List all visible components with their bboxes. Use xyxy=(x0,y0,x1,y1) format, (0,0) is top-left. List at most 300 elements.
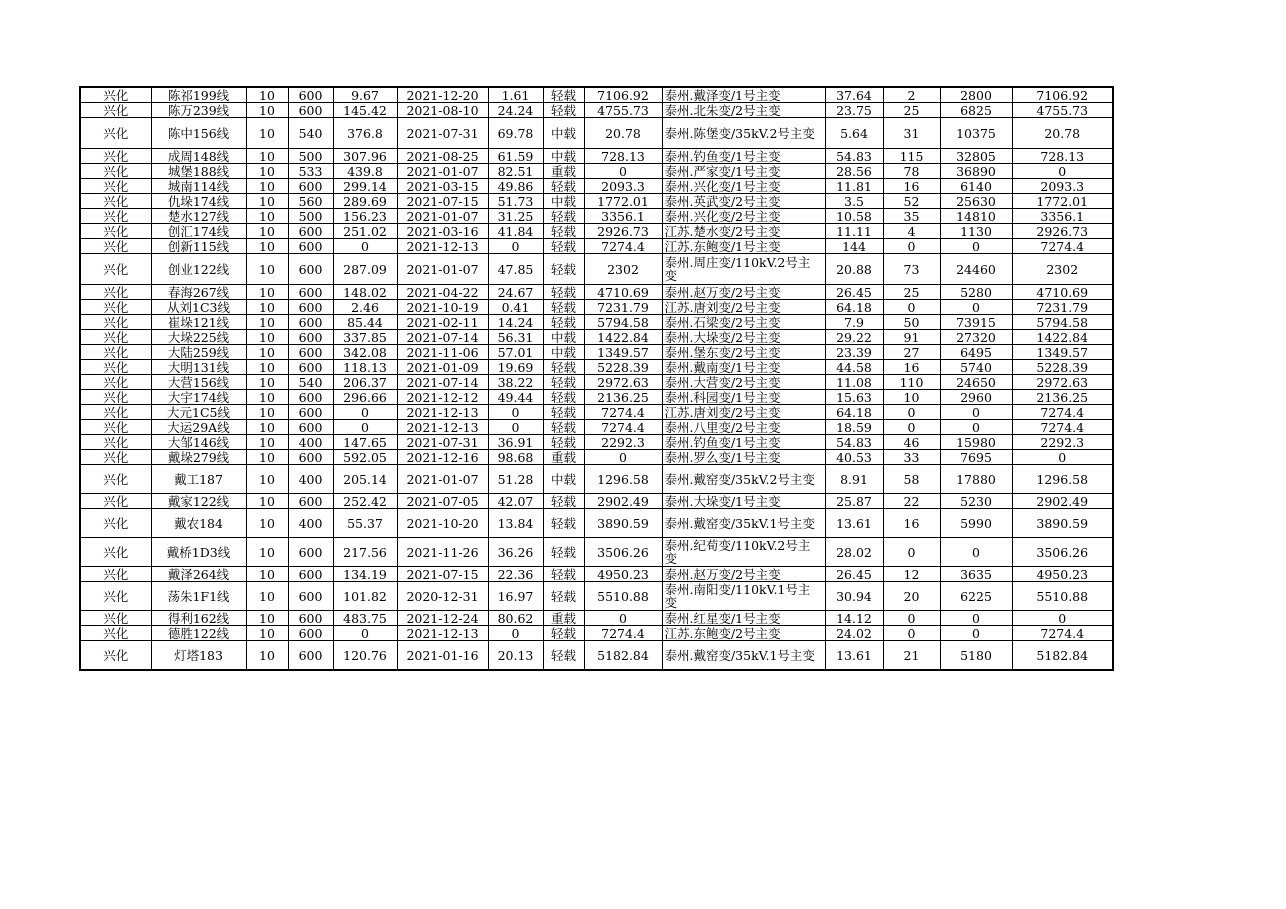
cell-source-transformer: 泰州.科园变/1号主变 xyxy=(662,390,825,405)
cell-region: 兴化 xyxy=(80,420,151,435)
cell-user-capacity: 5280 xyxy=(940,285,1012,300)
cell-date: 2021-08-10 xyxy=(397,103,488,118)
cell-rated-current: 600 xyxy=(288,582,333,611)
cell-available-capacity: 728.13 xyxy=(584,149,662,164)
cell-load-status: 中载 xyxy=(543,465,584,494)
cell-remaining-capacity: 2972.63 xyxy=(1012,375,1113,390)
cell-line-name: 大元1C5线 xyxy=(151,405,246,420)
cell-user-count: 25 xyxy=(883,285,940,300)
cell-rated-current: 600 xyxy=(288,224,333,239)
cell-user-capacity: 0 xyxy=(940,405,1012,420)
cell-remaining-capacity: 5182.84 xyxy=(1012,641,1113,671)
cell-voltage: 10 xyxy=(246,149,288,164)
cell-user-capacity: 0 xyxy=(940,538,1012,567)
cell-date: 2021-07-31 xyxy=(397,435,488,450)
cell-load-status: 轻载 xyxy=(543,179,584,194)
cell-transformer-load: 28.56 xyxy=(825,164,883,179)
cell-available-capacity: 2093.3 xyxy=(584,179,662,194)
cell-user-capacity: 10375 xyxy=(940,118,1012,149)
cell-voltage: 10 xyxy=(246,254,288,285)
cell-line-name: 戴家122线 xyxy=(151,494,246,509)
cell-line-name: 大明131线 xyxy=(151,360,246,375)
cell-user-count: 115 xyxy=(883,149,940,164)
cell-region: 兴化 xyxy=(80,465,151,494)
cell-load-status: 轻载 xyxy=(543,300,584,315)
cell-load-rate: 42.07 xyxy=(488,494,543,509)
cell-source-transformer: 泰州.钓鱼变/1号主变 xyxy=(662,435,825,450)
cell-date: 2021-02-11 xyxy=(397,315,488,330)
table-row xyxy=(80,494,1113,509)
cell-line-name: 陈中156线 xyxy=(151,118,246,149)
cell-rated-current: 600 xyxy=(288,567,333,582)
cell-load-rate: 69.78 xyxy=(488,118,543,149)
cell-load-status: 轻载 xyxy=(543,538,584,567)
cell-load-status: 重载 xyxy=(543,611,584,626)
cell-load-rate: 0 xyxy=(488,626,543,641)
cell-user-capacity: 0 xyxy=(940,300,1012,315)
cell-load-rate: 56.31 xyxy=(488,330,543,345)
cell-voltage: 10 xyxy=(246,285,288,300)
cell-load-rate: 22.36 xyxy=(488,567,543,582)
table-row xyxy=(80,87,1113,103)
cell-voltage: 10 xyxy=(246,87,288,103)
table-row xyxy=(80,194,1113,209)
cell-available-capacity: 1422.84 xyxy=(584,330,662,345)
cell-source-transformer: 泰州.大垛变/2号主变 xyxy=(662,330,825,345)
cell-current: 337.85 xyxy=(333,330,397,345)
cell-source-transformer: 江苏.东鲍变/2号主变 xyxy=(662,626,825,641)
cell-rated-current: 600 xyxy=(288,450,333,465)
cell-user-count: 16 xyxy=(883,179,940,194)
cell-region: 兴化 xyxy=(80,224,151,239)
table-row xyxy=(80,641,1113,671)
cell-remaining-capacity: 7106.92 xyxy=(1012,87,1113,103)
cell-available-capacity: 1772.01 xyxy=(584,194,662,209)
cell-load-status: 轻载 xyxy=(543,375,584,390)
cell-voltage: 10 xyxy=(246,567,288,582)
cell-date: 2021-04-22 xyxy=(397,285,488,300)
cell-transformer-load: 54.83 xyxy=(825,435,883,450)
cell-transformer-load: 30.94 xyxy=(825,582,883,611)
cell-source-transformer: 泰州.南阳变/110kV.1号主变 xyxy=(662,582,825,611)
cell-user-capacity: 6495 xyxy=(940,345,1012,360)
cell-load-rate: 51.73 xyxy=(488,194,543,209)
cell-source-transformer: 泰州.陈堡变/35kV.2号主变 xyxy=(662,118,825,149)
cell-remaining-capacity: 4755.73 xyxy=(1012,103,1113,118)
cell-user-count: 10 xyxy=(883,390,940,405)
cell-source-transformer: 泰州.罗么变/1号主变 xyxy=(662,450,825,465)
cell-user-count: 20 xyxy=(883,582,940,611)
cell-remaining-capacity: 0 xyxy=(1012,450,1113,465)
cell-date: 2021-07-05 xyxy=(397,494,488,509)
cell-current: 0 xyxy=(333,405,397,420)
table-row xyxy=(80,285,1113,300)
cell-line-name: 创新115线 xyxy=(151,239,246,254)
cell-load-status: 轻载 xyxy=(543,103,584,118)
cell-rated-current: 600 xyxy=(288,239,333,254)
cell-region: 兴化 xyxy=(80,179,151,194)
cell-line-name: 戴农184 xyxy=(151,509,246,538)
cell-load-rate: 49.86 xyxy=(488,179,543,194)
cell-transformer-load: 8.91 xyxy=(825,465,883,494)
cell-current: 289.69 xyxy=(333,194,397,209)
cell-rated-current: 600 xyxy=(288,179,333,194)
cell-rated-current: 500 xyxy=(288,209,333,224)
cell-current: 145.42 xyxy=(333,103,397,118)
cell-remaining-capacity: 2093.3 xyxy=(1012,179,1113,194)
cell-transformer-load: 3.5 xyxy=(825,194,883,209)
cell-region: 兴化 xyxy=(80,194,151,209)
cell-user-count: 0 xyxy=(883,626,940,641)
cell-current: 134.19 xyxy=(333,567,397,582)
cell-load-status: 轻载 xyxy=(543,582,584,611)
cell-user-count: 52 xyxy=(883,194,940,209)
cell-voltage: 10 xyxy=(246,375,288,390)
cell-remaining-capacity: 2302 xyxy=(1012,254,1113,285)
cell-voltage: 10 xyxy=(246,118,288,149)
cell-rated-current: 560 xyxy=(288,194,333,209)
cell-remaining-capacity: 2902.49 xyxy=(1012,494,1113,509)
cell-user-count: 27 xyxy=(883,345,940,360)
cell-line-name: 创业122线 xyxy=(151,254,246,285)
cell-load-status: 轻载 xyxy=(543,209,584,224)
cell-date: 2021-03-16 xyxy=(397,224,488,239)
cell-current: 156.23 xyxy=(333,209,397,224)
cell-date: 2021-01-09 xyxy=(397,360,488,375)
cell-region: 兴化 xyxy=(80,87,151,103)
cell-user-capacity: 17880 xyxy=(940,465,1012,494)
cell-remaining-capacity: 3506.26 xyxy=(1012,538,1113,567)
cell-source-transformer: 泰州.戴窑变/35kV.2号主变 xyxy=(662,465,825,494)
cell-current: 55.37 xyxy=(333,509,397,538)
cell-load-status: 中载 xyxy=(543,330,584,345)
cell-current: 296.66 xyxy=(333,390,397,405)
cell-line-name: 城南114线 xyxy=(151,179,246,194)
cell-source-transformer: 泰州.赵万变/2号主变 xyxy=(662,567,825,582)
cell-region: 兴化 xyxy=(80,567,151,582)
table-row xyxy=(80,465,1113,494)
cell-line-name: 成周148线 xyxy=(151,149,246,164)
cell-load-status: 轻载 xyxy=(543,87,584,103)
cell-load-status: 轻载 xyxy=(543,494,584,509)
table-row xyxy=(80,179,1113,194)
cell-load-rate: 31.25 xyxy=(488,209,543,224)
cell-source-transformer: 泰州.周庄变/110kV.2号主变 xyxy=(662,254,825,285)
cell-remaining-capacity: 1349.57 xyxy=(1012,345,1113,360)
cell-line-name: 德胜122线 xyxy=(151,626,246,641)
cell-source-transformer: 泰州.大垛变/1号主变 xyxy=(662,494,825,509)
cell-date: 2020-12-31 xyxy=(397,582,488,611)
cell-transformer-load: 13.61 xyxy=(825,509,883,538)
table-row xyxy=(80,509,1113,538)
cell-source-transformer: 泰州.纪荀变/110kV.2号主变 xyxy=(662,538,825,567)
cell-available-capacity: 5228.39 xyxy=(584,360,662,375)
cell-rated-current: 400 xyxy=(288,435,333,450)
cell-source-transformer: 泰州.严家变/1号主变 xyxy=(662,164,825,179)
cell-available-capacity: 5510.88 xyxy=(584,582,662,611)
cell-transformer-load: 23.75 xyxy=(825,103,883,118)
cell-region: 兴化 xyxy=(80,345,151,360)
cell-transformer-load: 24.02 xyxy=(825,626,883,641)
cell-load-rate: 0.41 xyxy=(488,300,543,315)
cell-load-status: 轻载 xyxy=(543,567,584,582)
cell-available-capacity: 5794.58 xyxy=(584,315,662,330)
table-row xyxy=(80,626,1113,641)
cell-date: 2021-10-19 xyxy=(397,300,488,315)
cell-current: 118.13 xyxy=(333,360,397,375)
cell-user-count: 33 xyxy=(883,450,940,465)
cell-rated-current: 600 xyxy=(288,390,333,405)
cell-user-capacity: 0 xyxy=(940,626,1012,641)
table-row xyxy=(80,224,1113,239)
cell-user-capacity: 5230 xyxy=(940,494,1012,509)
cell-user-capacity: 6825 xyxy=(940,103,1012,118)
cell-date: 2021-12-20 xyxy=(397,87,488,103)
cell-load-rate: 49.44 xyxy=(488,390,543,405)
cell-transformer-load: 44.58 xyxy=(825,360,883,375)
cell-line-name: 春海267线 xyxy=(151,285,246,300)
cell-date: 2021-11-06 xyxy=(397,345,488,360)
cell-current: 0 xyxy=(333,626,397,641)
cell-current: 206.37 xyxy=(333,375,397,390)
cell-available-capacity: 1349.57 xyxy=(584,345,662,360)
cell-user-count: 16 xyxy=(883,509,940,538)
cell-date: 2021-07-15 xyxy=(397,567,488,582)
cell-region: 兴化 xyxy=(80,435,151,450)
cell-rated-current: 540 xyxy=(288,118,333,149)
cell-voltage: 10 xyxy=(246,450,288,465)
cell-rated-current: 600 xyxy=(288,254,333,285)
cell-available-capacity: 7231.79 xyxy=(584,300,662,315)
cell-current: 85.44 xyxy=(333,315,397,330)
cell-rated-current: 600 xyxy=(288,494,333,509)
cell-date: 2021-07-14 xyxy=(397,330,488,345)
cell-line-name: 大宇174线 xyxy=(151,390,246,405)
cell-date: 2021-07-15 xyxy=(397,194,488,209)
table-row xyxy=(80,164,1113,179)
table-row xyxy=(80,405,1113,420)
cell-source-transformer: 泰州.赵万变/2号主变 xyxy=(662,285,825,300)
cell-date: 2021-12-13 xyxy=(397,405,488,420)
cell-user-count: 78 xyxy=(883,164,940,179)
table-row xyxy=(80,360,1113,375)
cell-voltage: 10 xyxy=(246,405,288,420)
cell-rated-current: 600 xyxy=(288,360,333,375)
cell-rated-current: 600 xyxy=(288,538,333,567)
table-row xyxy=(80,611,1113,626)
cell-line-name: 得利162线 xyxy=(151,611,246,626)
cell-load-status: 重载 xyxy=(543,450,584,465)
table-row xyxy=(80,420,1113,435)
cell-region: 兴化 xyxy=(80,149,151,164)
cell-line-name: 荡朱1F1线 xyxy=(151,582,246,611)
cell-transformer-load: 144 xyxy=(825,239,883,254)
cell-source-transformer: 江苏.唐刘变/2号主变 xyxy=(662,300,825,315)
cell-user-capacity: 6140 xyxy=(940,179,1012,194)
cell-transformer-load: 29.22 xyxy=(825,330,883,345)
cell-remaining-capacity: 1772.01 xyxy=(1012,194,1113,209)
cell-source-transformer: 江苏.楚水变/2号主变 xyxy=(662,224,825,239)
cell-transformer-load: 11.11 xyxy=(825,224,883,239)
cell-source-transformer: 泰州.英武变/2号主变 xyxy=(662,194,825,209)
table-body xyxy=(80,87,1113,670)
cell-user-capacity: 5180 xyxy=(940,641,1012,671)
cell-available-capacity: 4755.73 xyxy=(584,103,662,118)
cell-user-count: 50 xyxy=(883,315,940,330)
cell-load-rate: 51.28 xyxy=(488,465,543,494)
cell-current: 9.67 xyxy=(333,87,397,103)
cell-transformer-load: 20.88 xyxy=(825,254,883,285)
cell-line-name: 灯塔183 xyxy=(151,641,246,671)
cell-rated-current: 400 xyxy=(288,465,333,494)
cell-remaining-capacity: 3890.59 xyxy=(1012,509,1113,538)
cell-user-count: 0 xyxy=(883,611,940,626)
cell-load-rate: 0 xyxy=(488,405,543,420)
cell-source-transformer: 泰州.戴南变/1号主变 xyxy=(662,360,825,375)
cell-user-count: 0 xyxy=(883,300,940,315)
cell-user-count: 0 xyxy=(883,420,940,435)
cell-date: 2021-12-13 xyxy=(397,626,488,641)
cell-date: 2021-01-07 xyxy=(397,164,488,179)
cell-current: 342.08 xyxy=(333,345,397,360)
cell-load-status: 轻载 xyxy=(543,626,584,641)
cell-voltage: 10 xyxy=(246,435,288,450)
cell-user-capacity: 1130 xyxy=(940,224,1012,239)
cell-load-rate: 61.59 xyxy=(488,149,543,164)
cell-user-capacity: 2960 xyxy=(940,390,1012,405)
table-row xyxy=(80,345,1113,360)
cell-line-name: 创汇174线 xyxy=(151,224,246,239)
cell-load-rate: 24.24 xyxy=(488,103,543,118)
cell-remaining-capacity: 7274.4 xyxy=(1012,405,1113,420)
cell-user-capacity: 25630 xyxy=(940,194,1012,209)
cell-region: 兴化 xyxy=(80,103,151,118)
cell-load-status: 中载 xyxy=(543,118,584,149)
cell-transformer-load: 25.87 xyxy=(825,494,883,509)
cell-region: 兴化 xyxy=(80,390,151,405)
cell-line-name: 陈祁199线 xyxy=(151,87,246,103)
cell-remaining-capacity: 4950.23 xyxy=(1012,567,1113,582)
cell-available-capacity: 5182.84 xyxy=(584,641,662,671)
cell-transformer-load: 26.45 xyxy=(825,285,883,300)
cell-load-rate: 24.67 xyxy=(488,285,543,300)
cell-transformer-load: 64.18 xyxy=(825,300,883,315)
cell-load-status: 轻载 xyxy=(543,360,584,375)
cell-region: 兴化 xyxy=(80,450,151,465)
cell-source-transformer: 泰州.戴窑变/35kV.1号主变 xyxy=(662,509,825,538)
cell-transformer-load: 37.64 xyxy=(825,87,883,103)
cell-user-count: 12 xyxy=(883,567,940,582)
cell-current: 0 xyxy=(333,239,397,254)
cell-voltage: 10 xyxy=(246,300,288,315)
cell-remaining-capacity: 7274.4 xyxy=(1012,239,1113,254)
cell-current: 217.56 xyxy=(333,538,397,567)
cell-rated-current: 600 xyxy=(288,641,333,671)
cell-current: 205.14 xyxy=(333,465,397,494)
cell-line-name: 大运29A线 xyxy=(151,420,246,435)
cell-available-capacity: 2292.3 xyxy=(584,435,662,450)
cell-user-capacity: 0 xyxy=(940,239,1012,254)
cell-date: 2021-12-24 xyxy=(397,611,488,626)
cell-rated-current: 600 xyxy=(288,87,333,103)
cell-transformer-load: 11.81 xyxy=(825,179,883,194)
cell-remaining-capacity: 2136.25 xyxy=(1012,390,1113,405)
cell-user-capacity: 6225 xyxy=(940,582,1012,611)
cell-region: 兴化 xyxy=(80,254,151,285)
cell-available-capacity: 2136.25 xyxy=(584,390,662,405)
cell-source-transformer: 泰州.兴化变/1号主变 xyxy=(662,179,825,194)
cell-rated-current: 600 xyxy=(288,300,333,315)
cell-available-capacity: 0 xyxy=(584,611,662,626)
cell-load-rate: 98.68 xyxy=(488,450,543,465)
cell-line-name: 仇垛174线 xyxy=(151,194,246,209)
cell-voltage: 10 xyxy=(246,611,288,626)
cell-voltage: 10 xyxy=(246,626,288,641)
cell-remaining-capacity: 5228.39 xyxy=(1012,360,1113,375)
cell-load-status: 轻载 xyxy=(543,641,584,671)
cell-transformer-load: 23.39 xyxy=(825,345,883,360)
cell-current: 287.09 xyxy=(333,254,397,285)
cell-voltage: 10 xyxy=(246,538,288,567)
cell-date: 2021-07-31 xyxy=(397,118,488,149)
cell-load-rate: 0 xyxy=(488,420,543,435)
cell-remaining-capacity: 1422.84 xyxy=(1012,330,1113,345)
cell-remaining-capacity: 1296.58 xyxy=(1012,465,1113,494)
cell-load-rate: 36.91 xyxy=(488,435,543,450)
cell-source-transformer: 泰州.堡东变/2号主变 xyxy=(662,345,825,360)
cell-voltage: 10 xyxy=(246,494,288,509)
cell-current: 376.8 xyxy=(333,118,397,149)
cell-load-rate: 38.22 xyxy=(488,375,543,390)
cell-user-capacity: 3635 xyxy=(940,567,1012,582)
cell-transformer-load: 26.45 xyxy=(825,567,883,582)
cell-user-count: 58 xyxy=(883,465,940,494)
cell-voltage: 10 xyxy=(246,224,288,239)
cell-line-name: 城堡188线 xyxy=(151,164,246,179)
cell-load-status: 中载 xyxy=(543,345,584,360)
cell-load-rate: 80.62 xyxy=(488,611,543,626)
cell-region: 兴化 xyxy=(80,209,151,224)
cell-load-status: 轻载 xyxy=(543,315,584,330)
cell-region: 兴化 xyxy=(80,611,151,626)
table-row xyxy=(80,330,1113,345)
cell-available-capacity: 7106.92 xyxy=(584,87,662,103)
table-row xyxy=(80,300,1113,315)
cell-date: 2021-01-16 xyxy=(397,641,488,671)
table-row xyxy=(80,390,1113,405)
cell-available-capacity: 0 xyxy=(584,450,662,465)
cell-voltage: 10 xyxy=(246,420,288,435)
cell-current: 252.42 xyxy=(333,494,397,509)
cell-region: 兴化 xyxy=(80,641,151,671)
cell-current: 307.96 xyxy=(333,149,397,164)
cell-line-name: 大邹146线 xyxy=(151,435,246,450)
cell-transformer-load: 13.61 xyxy=(825,641,883,671)
cell-region: 兴化 xyxy=(80,494,151,509)
table-row xyxy=(80,254,1113,285)
cell-remaining-capacity: 0 xyxy=(1012,164,1113,179)
cell-line-name: 楚水127线 xyxy=(151,209,246,224)
cell-voltage: 10 xyxy=(246,360,288,375)
cell-remaining-capacity: 5794.58 xyxy=(1012,315,1113,330)
cell-transformer-load: 18.59 xyxy=(825,420,883,435)
cell-date: 2021-01-07 xyxy=(397,254,488,285)
cell-voltage: 10 xyxy=(246,465,288,494)
cell-source-transformer: 泰州.北朱变/2号主变 xyxy=(662,103,825,118)
cell-source-transformer: 泰州.八里变/2号主变 xyxy=(662,420,825,435)
cell-load-rate: 13.84 xyxy=(488,509,543,538)
cell-rated-current: 600 xyxy=(288,330,333,345)
